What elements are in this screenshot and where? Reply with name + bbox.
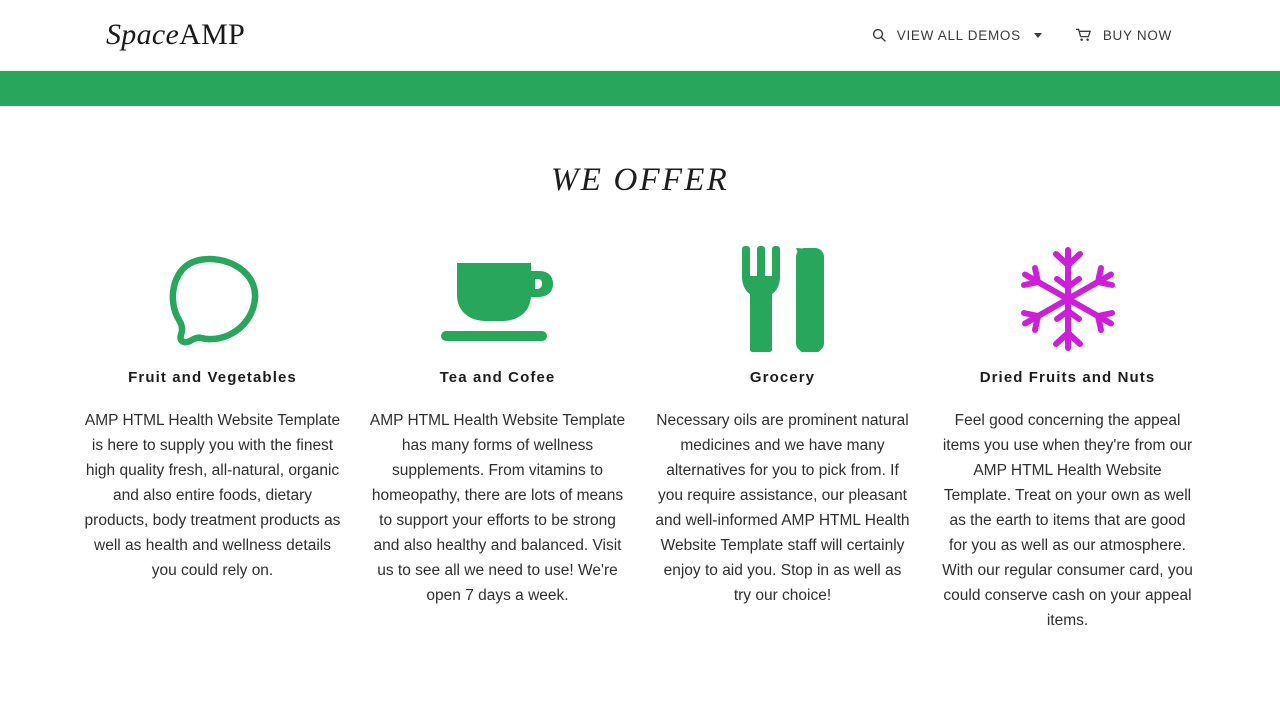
brand-logo-bold: AMP — [179, 18, 246, 51]
offer-card-text: AMP HTML Health Website Template is here to supply you with the finest high quality fresh, all-natural, organic and also entire foods, dietary products, body treatment products as well as health and wellness details you could rely on. — [84, 412, 341, 579]
cart-icon[interactable] — [1076, 28, 1092, 42]
brand-logo-italic: Space — [106, 18, 180, 51]
offer-card-text: Necessary oils are prominent natural medicines and we have many alternatives for you to pick from. If you require assistance, our pleasant and well-informed AMP HTML Health Website Template staff will certainly enjoy to aid you. Stop in as well as try our choice! — [655, 412, 910, 604]
snowflake-icon — [1016, 243, 1120, 355]
accent-band — [0, 71, 1280, 106]
offer-card — [355, 243, 640, 608]
offer-cards — [0, 243, 1280, 633]
offer-card-title: Tea and Cofee — [439, 369, 556, 386]
offer-card-title: Grocery — [749, 369, 816, 386]
search-icon[interactable] — [872, 28, 886, 42]
nav-item-label: BUY NOW — [1102, 27, 1172, 43]
nav-item-view-all-demos[interactable] — [872, 28, 1042, 43]
offer-card-title: Fruit and Vegetables — [128, 369, 297, 386]
offer-card — [70, 243, 355, 583]
offer-card — [925, 243, 1210, 633]
offer-card — [640, 243, 925, 608]
offer-card-text: AMP HTML Health Website Template has many forms of wellness supplements. From vitamins to homeopathy, there are lots of means to support your efforts to be strong and also healthy and balanced. Visit us to see all we need to use! We're open 7 days a week. — [369, 412, 626, 604]
nav-item-label: VIEW ALL DEMOS — [896, 27, 1021, 43]
brand-logo[interactable] — [106, 18, 245, 52]
lemon-icon — [163, 243, 263, 355]
chevron-down-icon[interactable] — [1034, 33, 1042, 38]
fork-knife-icon — [738, 243, 828, 355]
nav-item-buy-now[interactable] — [1076, 28, 1172, 43]
teacup-icon — [439, 243, 557, 355]
offer-card-text: Feel good concerning the appeal items you use when they're from our AMP HTML Health Website Template. Treat on your own as well as the earth to items that are good for you as well as our atmosphere. With our regular consumer card, you could conserve cash on your appeal items. — [942, 412, 1193, 629]
offer-card-title: Dried Fruits and Nuts — [979, 369, 1156, 386]
page-title: WE OFFER — [551, 162, 729, 198]
site-header — [0, 0, 1280, 71]
main-nav — [872, 28, 1172, 43]
